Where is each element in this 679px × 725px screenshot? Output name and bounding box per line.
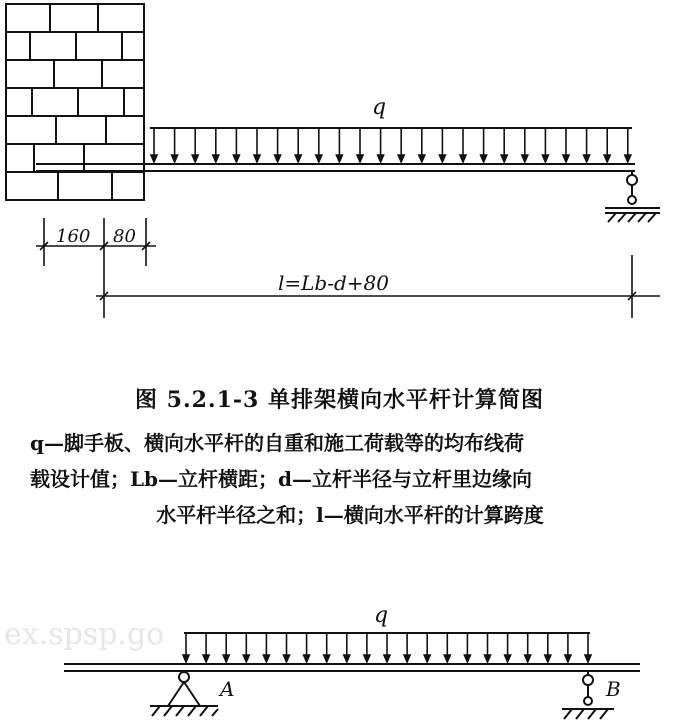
bottom-load-arrow	[424, 633, 430, 662]
bottom-distributed-load	[183, 633, 591, 662]
span-formula: l=Lb-d+80	[278, 271, 390, 295]
bottom-load-arrow	[485, 633, 491, 662]
bottom-load-arrow	[203, 633, 209, 662]
bottom-beam	[64, 664, 640, 671]
bottom-load-arrow	[243, 633, 249, 662]
watermark: ex.spsp.go	[4, 617, 165, 652]
notes-line-1: q—脚手板、横向水平杆的自重和施工荷载等的均布线荷	[30, 431, 524, 455]
bottom-load-arrow	[444, 633, 450, 662]
bottom-load-arrow	[505, 633, 511, 662]
bottom-load-arrow	[324, 633, 330, 662]
bottom-load-arrow	[284, 633, 290, 662]
support-label-a: A	[220, 677, 235, 701]
figure-caption: 图 5.2.1-3 单排架横向水平杆计算简图	[135, 387, 544, 413]
bottom-load-arrow	[525, 633, 531, 662]
load-label-q: q	[372, 95, 387, 120]
bottom-load-arrow	[464, 633, 470, 662]
bottom-load-arrow	[404, 633, 410, 662]
dimension-160: 160	[56, 226, 91, 247]
bottom-load-arrow	[223, 633, 229, 662]
bottom-load-label-q: q	[374, 603, 389, 628]
bottom-load-arrow	[183, 633, 189, 662]
bottom-load-arrow	[364, 633, 370, 662]
dimension-80: 80	[113, 226, 136, 247]
bottom-load-arrow	[545, 633, 551, 662]
bottom-load-arrow	[344, 633, 350, 662]
notes-line-3: 水平杆半径之和；l—横向水平杆的计算跨度	[156, 503, 544, 527]
pin-support-a	[150, 672, 218, 716]
bottom-load-arrow	[263, 633, 269, 662]
bottom-load-arrow	[384, 633, 390, 662]
notes-line-2: 载设计值；Lb—立杆横距；d—立杆半径与立杆里边缘向	[30, 467, 533, 491]
bottom-load-arrow	[585, 633, 591, 662]
support-label-b: B	[606, 677, 621, 701]
bottom-load-arrow	[304, 633, 310, 662]
bottom-load-arrow	[565, 633, 571, 662]
